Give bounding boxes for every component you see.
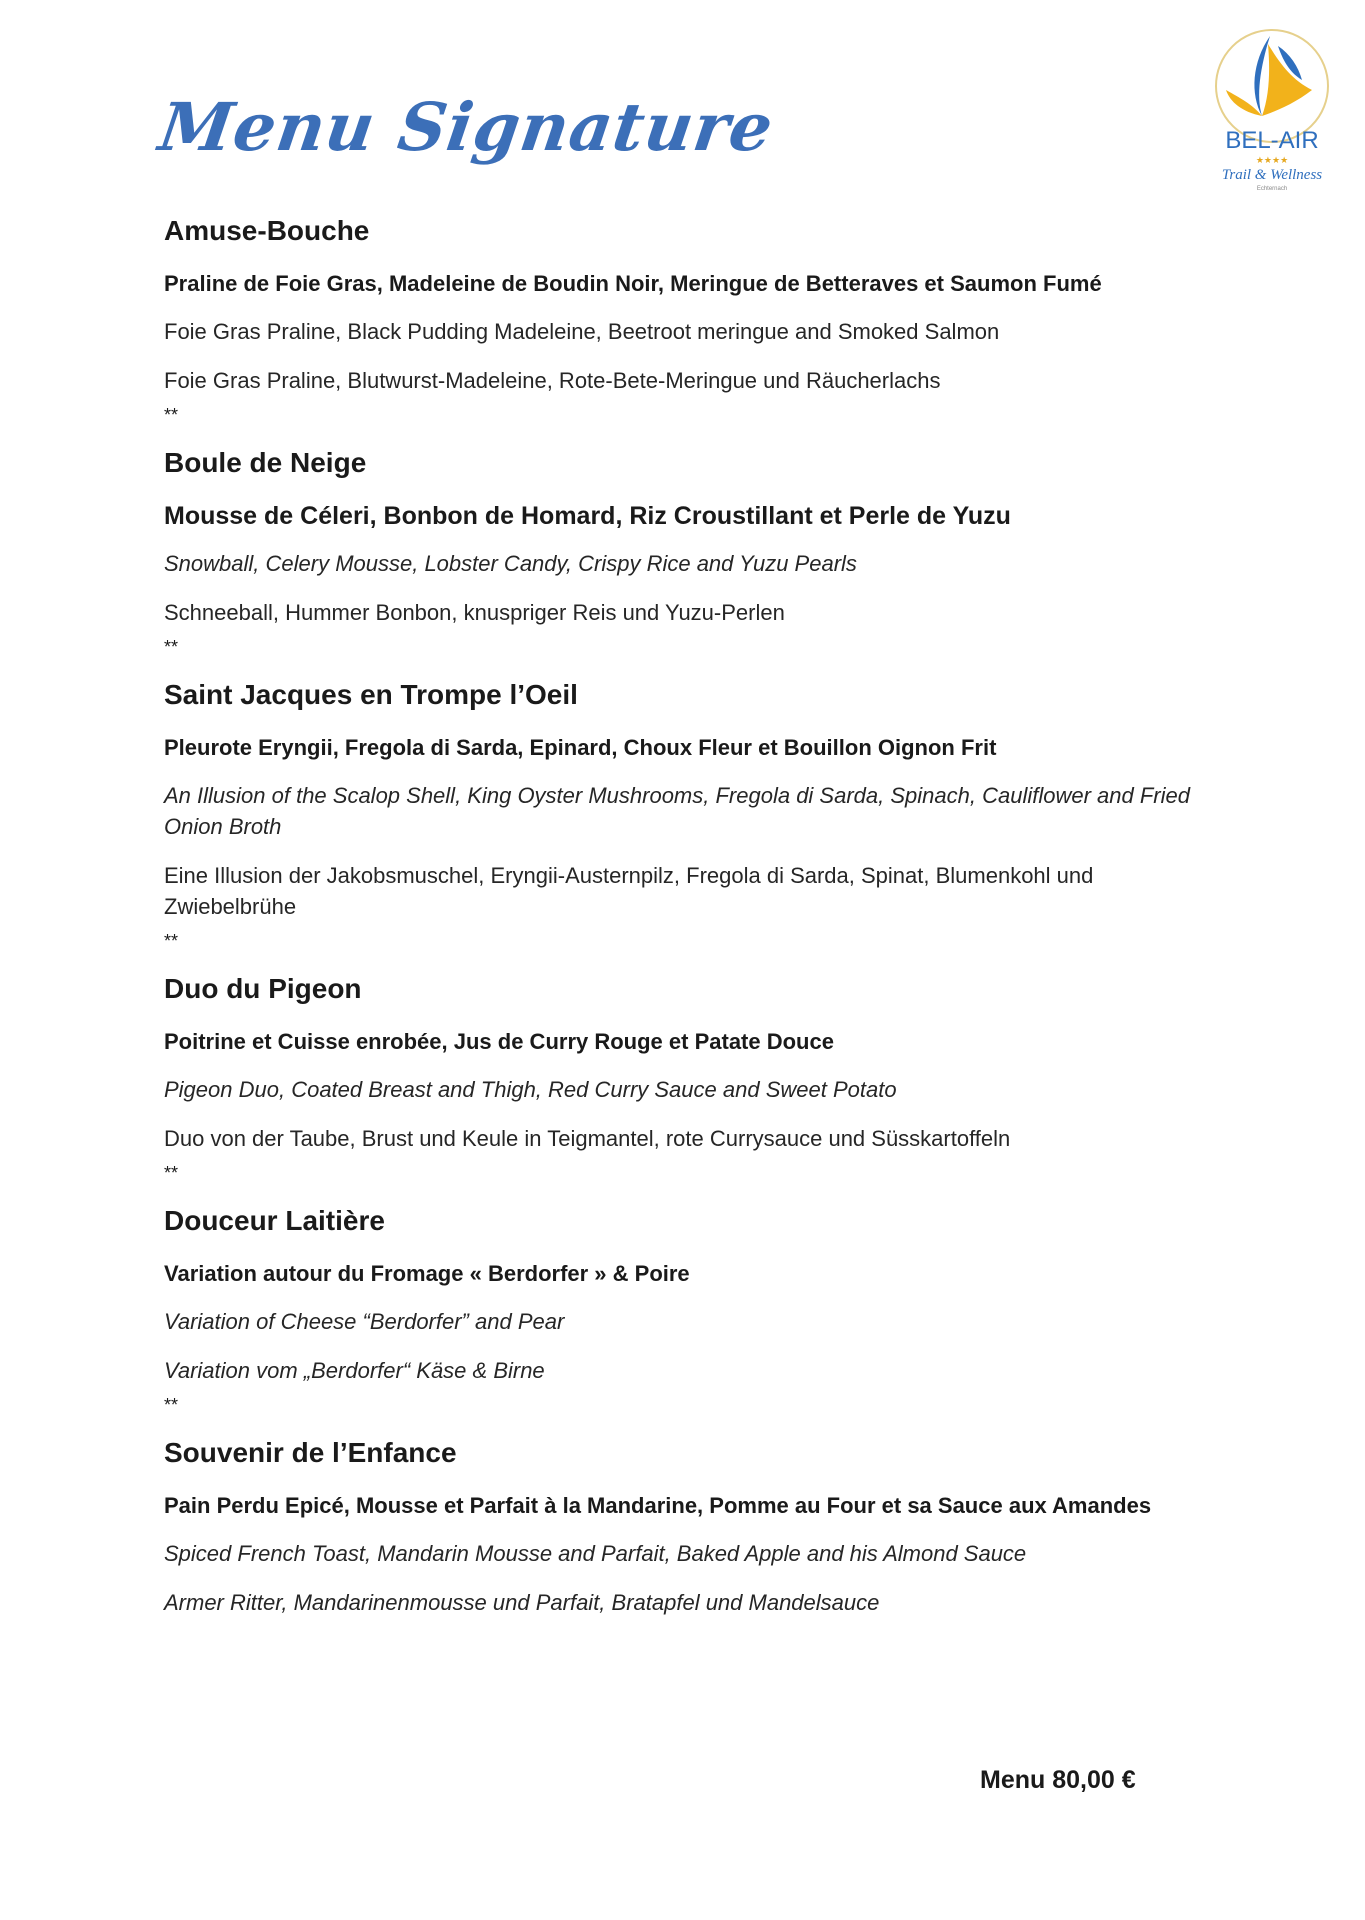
course-saint-jacques [164,678,1204,960]
course-english: Pigeon Duo, Coated Breast and Thigh, Red Curry Sauce and Sweet Potato [164,1077,897,1102]
butterfly-logo-icon [1212,24,1332,204]
course-duo-du-pigeon [164,972,1204,1192]
course-german: Foie Gras Praline, Blutwurst-Madeleine, Rote-Bete-Meringue und Räucherlachs [164,368,941,393]
course-amuse-bouche [164,214,1204,434]
course-name: Boule de Neige [164,447,367,478]
course-name: Duo du Pigeon [164,973,362,1004]
course-french: Pleurote Eryngii, Fregola di Sarda, Epinard, Choux Fleur et Bouillon Oignon Frit [164,735,997,760]
logo-brand: BEL-AIR [1225,127,1319,154]
course-name: Souvenir de l’Enfance [164,1437,457,1468]
course-english: Snowball, Celery Mousse, Lobster Candy, Crispy Rice and Yuzu Pearls [164,551,857,576]
course-german: Eine Illusion der Jakobsmuschel, Eryngii-Austernpilz, Fregola di Sarda, Spinat, Blumenkohl und Zwiebelbrühe [164,863,1094,919]
course-separator: ** [164,1163,179,1183]
menu-price: Menu 80,00 € [980,1766,1136,1794]
course-english: An Illusion of the Scalop Shell, King Oyster Mushrooms, Fregola di Sarda, Spinach, Cauliflower and Fried Onion Broth [164,783,1190,839]
logo-stars: ★★★★ [1255,156,1289,166]
menu-content [164,214,1204,1630]
course-name: Amuse-Bouche [164,215,370,246]
course-french: Pain Perdu Epicé, Mousse et Parfait à la Mandarine, Pomme au Four et sa Sauce aux Amandes [164,1493,1152,1518]
course-name: Saint Jacques en Trompe l’Oeil [164,679,578,710]
course-separator: ** [164,931,179,951]
logo-location: Echternach [1256,186,1288,192]
logo-tagline: Trail & Wellness [1221,167,1323,183]
course-french: Poitrine et Cuisse enrobée, Jus de Curry Rouge et Patate Douce [164,1029,834,1054]
course-german: Duo von der Taube, Brust und Keule in Teigmantel, rote Currysauce und Süsskartoffeln [164,1126,1011,1151]
course-german: Schneeball, Hummer Bonbon, knuspriger Reis und Yuzu-Perlen [164,600,785,625]
course-german: Variation vom „Berdorfer“ Käse & Birne [164,1358,545,1383]
course-french: Mousse de Céleri, Bonbon de Homard, Riz Croustillant et Perle de Yuzu [164,502,1011,530]
course-english: Spiced French Toast, Mandarin Mousse and Parfait, Baked Apple and his Almond Sauce [164,1541,1027,1566]
course-english: Variation of Cheese “Berdorfer” and Pear [164,1309,565,1334]
course-boule-de-neige [164,446,1204,666]
course-french: Praline de Foie Gras, Madeleine de Boudin Noir, Meringue de Betteraves et Saumon Fumé [164,271,1102,296]
course-separator: ** [164,1395,179,1415]
course-english: Foie Gras Praline, Black Pudding Madeleine, Beetroot meringue and Smoked Salmon [164,319,1000,344]
course-french: Variation autour du Fromage « Berdorfer » & Poire [164,1261,690,1286]
course-name: Douceur Laitière [164,1205,385,1236]
bel-air-logo [1212,24,1332,204]
menu-title: Menu Signature [154,88,779,166]
course-german: Armer Ritter, Mandarinenmousse und Parfait, Bratapfel und Mandelsauce [164,1590,880,1615]
course-douceur-laitiere [164,1204,1204,1424]
course-souvenir-de-l-enfance [164,1436,1204,1618]
course-separator: ** [164,637,179,657]
course-separator: ** [164,405,179,425]
